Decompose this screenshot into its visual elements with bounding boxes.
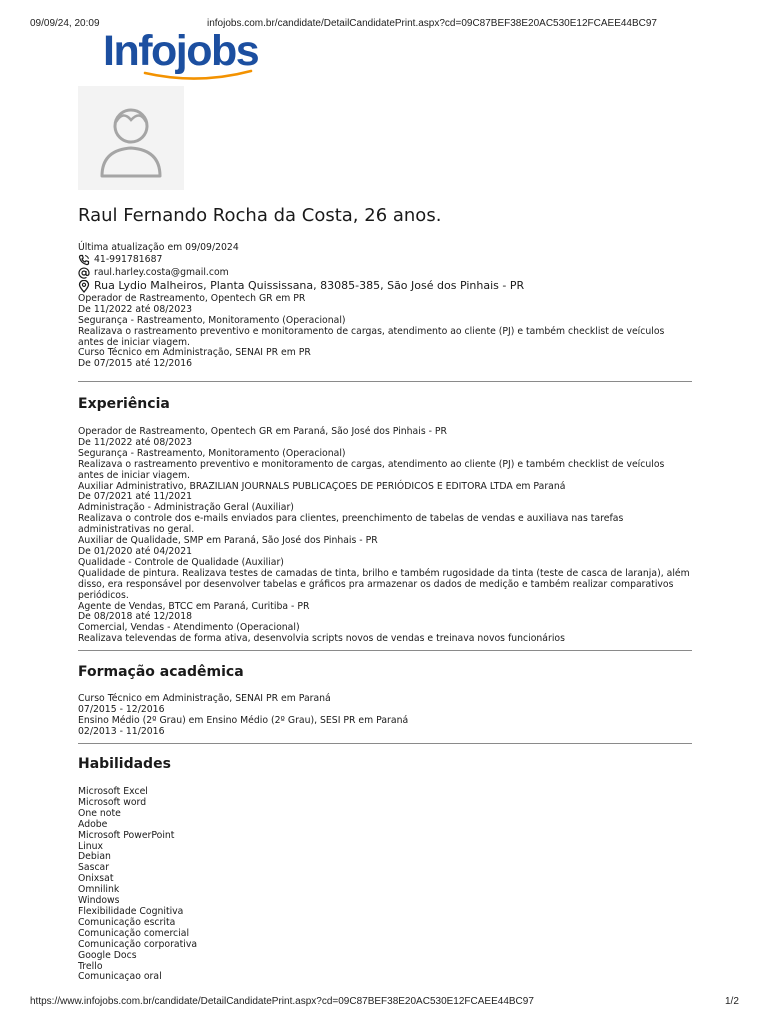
skill-item: Linux xyxy=(78,840,104,852)
section-title-skills: Habilidades xyxy=(78,756,171,772)
section-divider xyxy=(78,650,692,651)
skill-item: Comunicação escrita xyxy=(78,916,176,928)
section-divider xyxy=(78,743,692,744)
experience-line: Auxiliar de Qualidade, SMP em Paraná, São José dos Pinhais - PR xyxy=(78,535,378,547)
experience-line: De 07/2021 até 11/2021 xyxy=(78,491,193,503)
email-row xyxy=(78,267,692,280)
experience-line: Comercial, Vendas - Atendimento (Operacional) xyxy=(78,622,300,634)
last-update: Última atualização em 09/09/2024 xyxy=(78,242,239,253)
education-line: 07/2015 - 12/2016 xyxy=(78,703,165,715)
skill-item: Flexibilidade Cognitiva xyxy=(78,905,184,917)
phone-row xyxy=(78,254,692,267)
experience-line: Realizava o controle dos e-mails enviados para clientes, preenchimento de tabelas de vendas e auxiliava nas tarefas administrativas no geral. xyxy=(78,513,624,536)
print-footer-url: https://www.infojobs.com.br/candidate/DetailCandidatePrint.aspx?cd=09C87BEF38E20AC530E12FCAEE44BC97 xyxy=(30,996,534,1007)
at-sign-icon xyxy=(78,267,90,279)
education-line: 02/2013 - 11/2016 xyxy=(78,725,165,737)
phone-number[interactable]: 41-991781687 xyxy=(94,253,163,265)
experience-line: De 01/2020 até 04/2021 xyxy=(78,545,193,557)
logo-text: Infojobs xyxy=(103,27,259,75)
experience-line: Administração - Administração Geral (Auxiliar) xyxy=(78,502,294,514)
experience-line: De 11/2022 até 08/2023 xyxy=(78,436,193,448)
education-line: Ensino Médio (2º Grau) em Ensino Médio (2º Grau), SESI PR em Paraná xyxy=(78,714,409,726)
email-address[interactable]: raul.harley.costa@gmail.com xyxy=(94,266,229,278)
print-datetime: 09/09/24, 20:09 xyxy=(30,18,100,29)
location-pin-icon xyxy=(78,280,90,293)
skill-item: Windows xyxy=(78,895,120,907)
experience-list xyxy=(78,427,692,645)
skill-item: Onixsat xyxy=(78,873,114,885)
section-title-education: Formação acadêmica xyxy=(78,664,244,680)
skills-list xyxy=(78,787,692,983)
print-page-number: 1/2 xyxy=(725,996,739,1007)
address: Rua Lydio Malheiros, Planta Quississana, 83085-385, São José dos Pinhais - PR xyxy=(94,279,525,293)
skill-item: One note xyxy=(78,807,121,819)
candidate-contact xyxy=(78,243,692,370)
experience-line: Qualidade - Controle de Qualidade (Auxiliar) xyxy=(78,556,284,568)
experience-line: Operador de Rastreamento, Opentech GR em Paraná, São José dos Pinhais - PR xyxy=(78,426,448,437)
print-url: infojobs.com.br/candidate/DetailCandidatePrint.aspx?cd=09C87BEF38E20AC530E12FCAEE44BC97 xyxy=(207,18,657,29)
user-placeholder-icon xyxy=(78,86,184,190)
skill-item: Comunicação comercial xyxy=(78,927,190,939)
education-list xyxy=(78,694,692,738)
skill-item: Comunicação corporativa xyxy=(78,938,198,950)
section-divider xyxy=(78,381,692,382)
experience-line: Segurança - Rastreamento, Monitoramento (Operacional) xyxy=(78,447,346,459)
summary-line: Realizava o rastreamento preventivo e monitoramento de cargas, atendimento ao cliente (PJ) e também checklist de veículos antes de iniciar viagem. xyxy=(78,325,665,348)
skill-item: Microsoft Excel xyxy=(78,786,148,797)
experience-line: Realizava o rastreamento preventivo e monitoramento de cargas, atendimento ao cliente (PJ) e também checklist de veículos antes de iniciar viagem. xyxy=(78,458,665,481)
summary-line: De 07/2015 até 12/2016 xyxy=(78,358,193,370)
experience-line: Auxiliar Administrativo, BRAZILIAN JOURNALS PUBLICAÇOES DE PERIÓDICOS E EDITORA LTDA em Paraná xyxy=(78,480,566,492)
phone-icon xyxy=(78,254,90,266)
summary-line: Operador de Rastreamento, Opentech GR em PR xyxy=(78,292,306,304)
experience-line: Agente de Vendas, BTCC em Paraná, Curitiba - PR xyxy=(78,600,310,612)
summary-line: De 11/2022 até 08/2023 xyxy=(78,303,193,315)
skill-item: Debian xyxy=(78,851,111,863)
address-row xyxy=(78,280,692,294)
experience-line: De 08/2018 até 12/2018 xyxy=(78,611,193,623)
avatar xyxy=(78,86,184,190)
skill-item: Adobe xyxy=(78,818,108,830)
skill-item: Omnilink xyxy=(78,884,120,896)
skill-item: Comunicaçao oral xyxy=(78,971,162,983)
summary-line: Segurança - Rastreamento, Monitoramento (Operacional) xyxy=(78,314,346,326)
education-line: Curso Técnico em Administração, SENAI PR em Paraná xyxy=(78,693,331,704)
skill-item: Google Docs xyxy=(78,949,137,961)
skill-item: Microsoft word xyxy=(78,796,147,808)
experience-line: Qualidade de pintura. Realizava testes de camadas de tinta, brilho e também rugosidade da tinta (teste de casca de laranja), além disso, era responsável por desenvolver tabelas e gráficos pra armazenar os dados de medição e também realizar comparativos periódicos. xyxy=(78,567,690,601)
skill-item: Microsoft PowerPoint xyxy=(78,829,175,841)
summary-line: Curso Técnico em Administração, SENAI PR em PR xyxy=(78,347,311,359)
experience-line: Realizava televendas de forma ativa, desenvolvia scripts novos de vendas e treinava novos funcionários xyxy=(78,633,565,645)
skill-item: Sascar xyxy=(78,862,110,874)
skill-item: Trello xyxy=(78,960,103,972)
candidate-name: Raul Fernando Rocha da Costa, 26 anos. xyxy=(78,205,442,226)
logo-swoosh-icon xyxy=(143,69,253,81)
infojobs-logo[interactable] xyxy=(103,27,259,90)
section-title-experience: Experiência xyxy=(78,396,170,412)
